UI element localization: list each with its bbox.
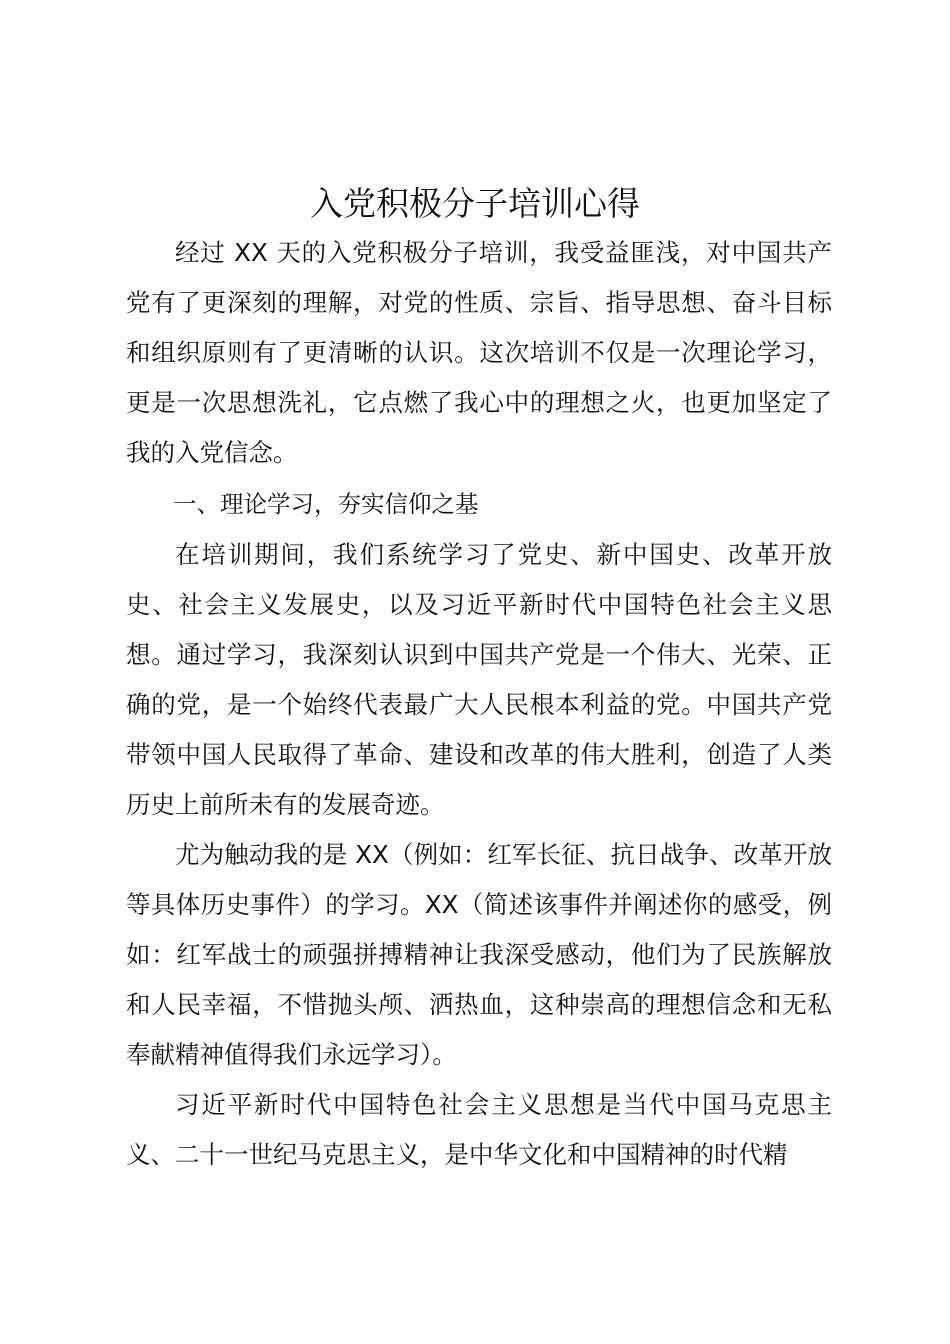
document-title: 入党积极分子培训心得 — [310, 184, 640, 223]
body-paragraph: 习近平新时代中国特色社会主义思想是当代中国马克思主义、二十一世纪马克思主义，是中华文化和中国精神的时代精 — [126, 1090, 832, 1169]
document-body — [126, 228, 832, 1180]
body-paragraph: 在培训期间，我们系统学习了党史、新中国史、改革开放史、社会主义发展史，以及习近平新时代中国特色社会主义思想。通过学习，我深刻认识到中国共产党是一个伟大、光荣、正确的党，是一个始终代表最广大人民根本利益的党。中国共产党带领中国人民取得了革命、建设和改革的伟大胜利，创造了人类历史上前所未有的发展奇迹。 — [126, 540, 832, 819]
section-heading: 一、理论学习，夯实信仰之基 — [173, 490, 479, 518]
body-paragraph: 尤为触动我的是 XX（例如：红军长征、抗日战争、改革开放等具体历史事件）的学习。XX（简述该事件并阐述你的感受，例如：红军战士的顽强拼搏精神让我深受感动，他们为了民族解放和人民幸福，不惜抛头颅、洒热血，这种崇高的理想信念和无私奉献精神值得我们永远学习）。 — [126, 840, 832, 1069]
intro-paragraph: 经过 XX 天的入党积极分子培训，我受益匪浅，对中国共产党有了更深刻的理解，对党的性质、宗旨、指导思想、奋斗目标和组织原则有了更清晰的认识。这次培训不仅是一次理论学习，更是一次思想洗礼，它点燃了我心中的理想之火，也更加坚定了我的入党信念。 — [126, 238, 832, 467]
